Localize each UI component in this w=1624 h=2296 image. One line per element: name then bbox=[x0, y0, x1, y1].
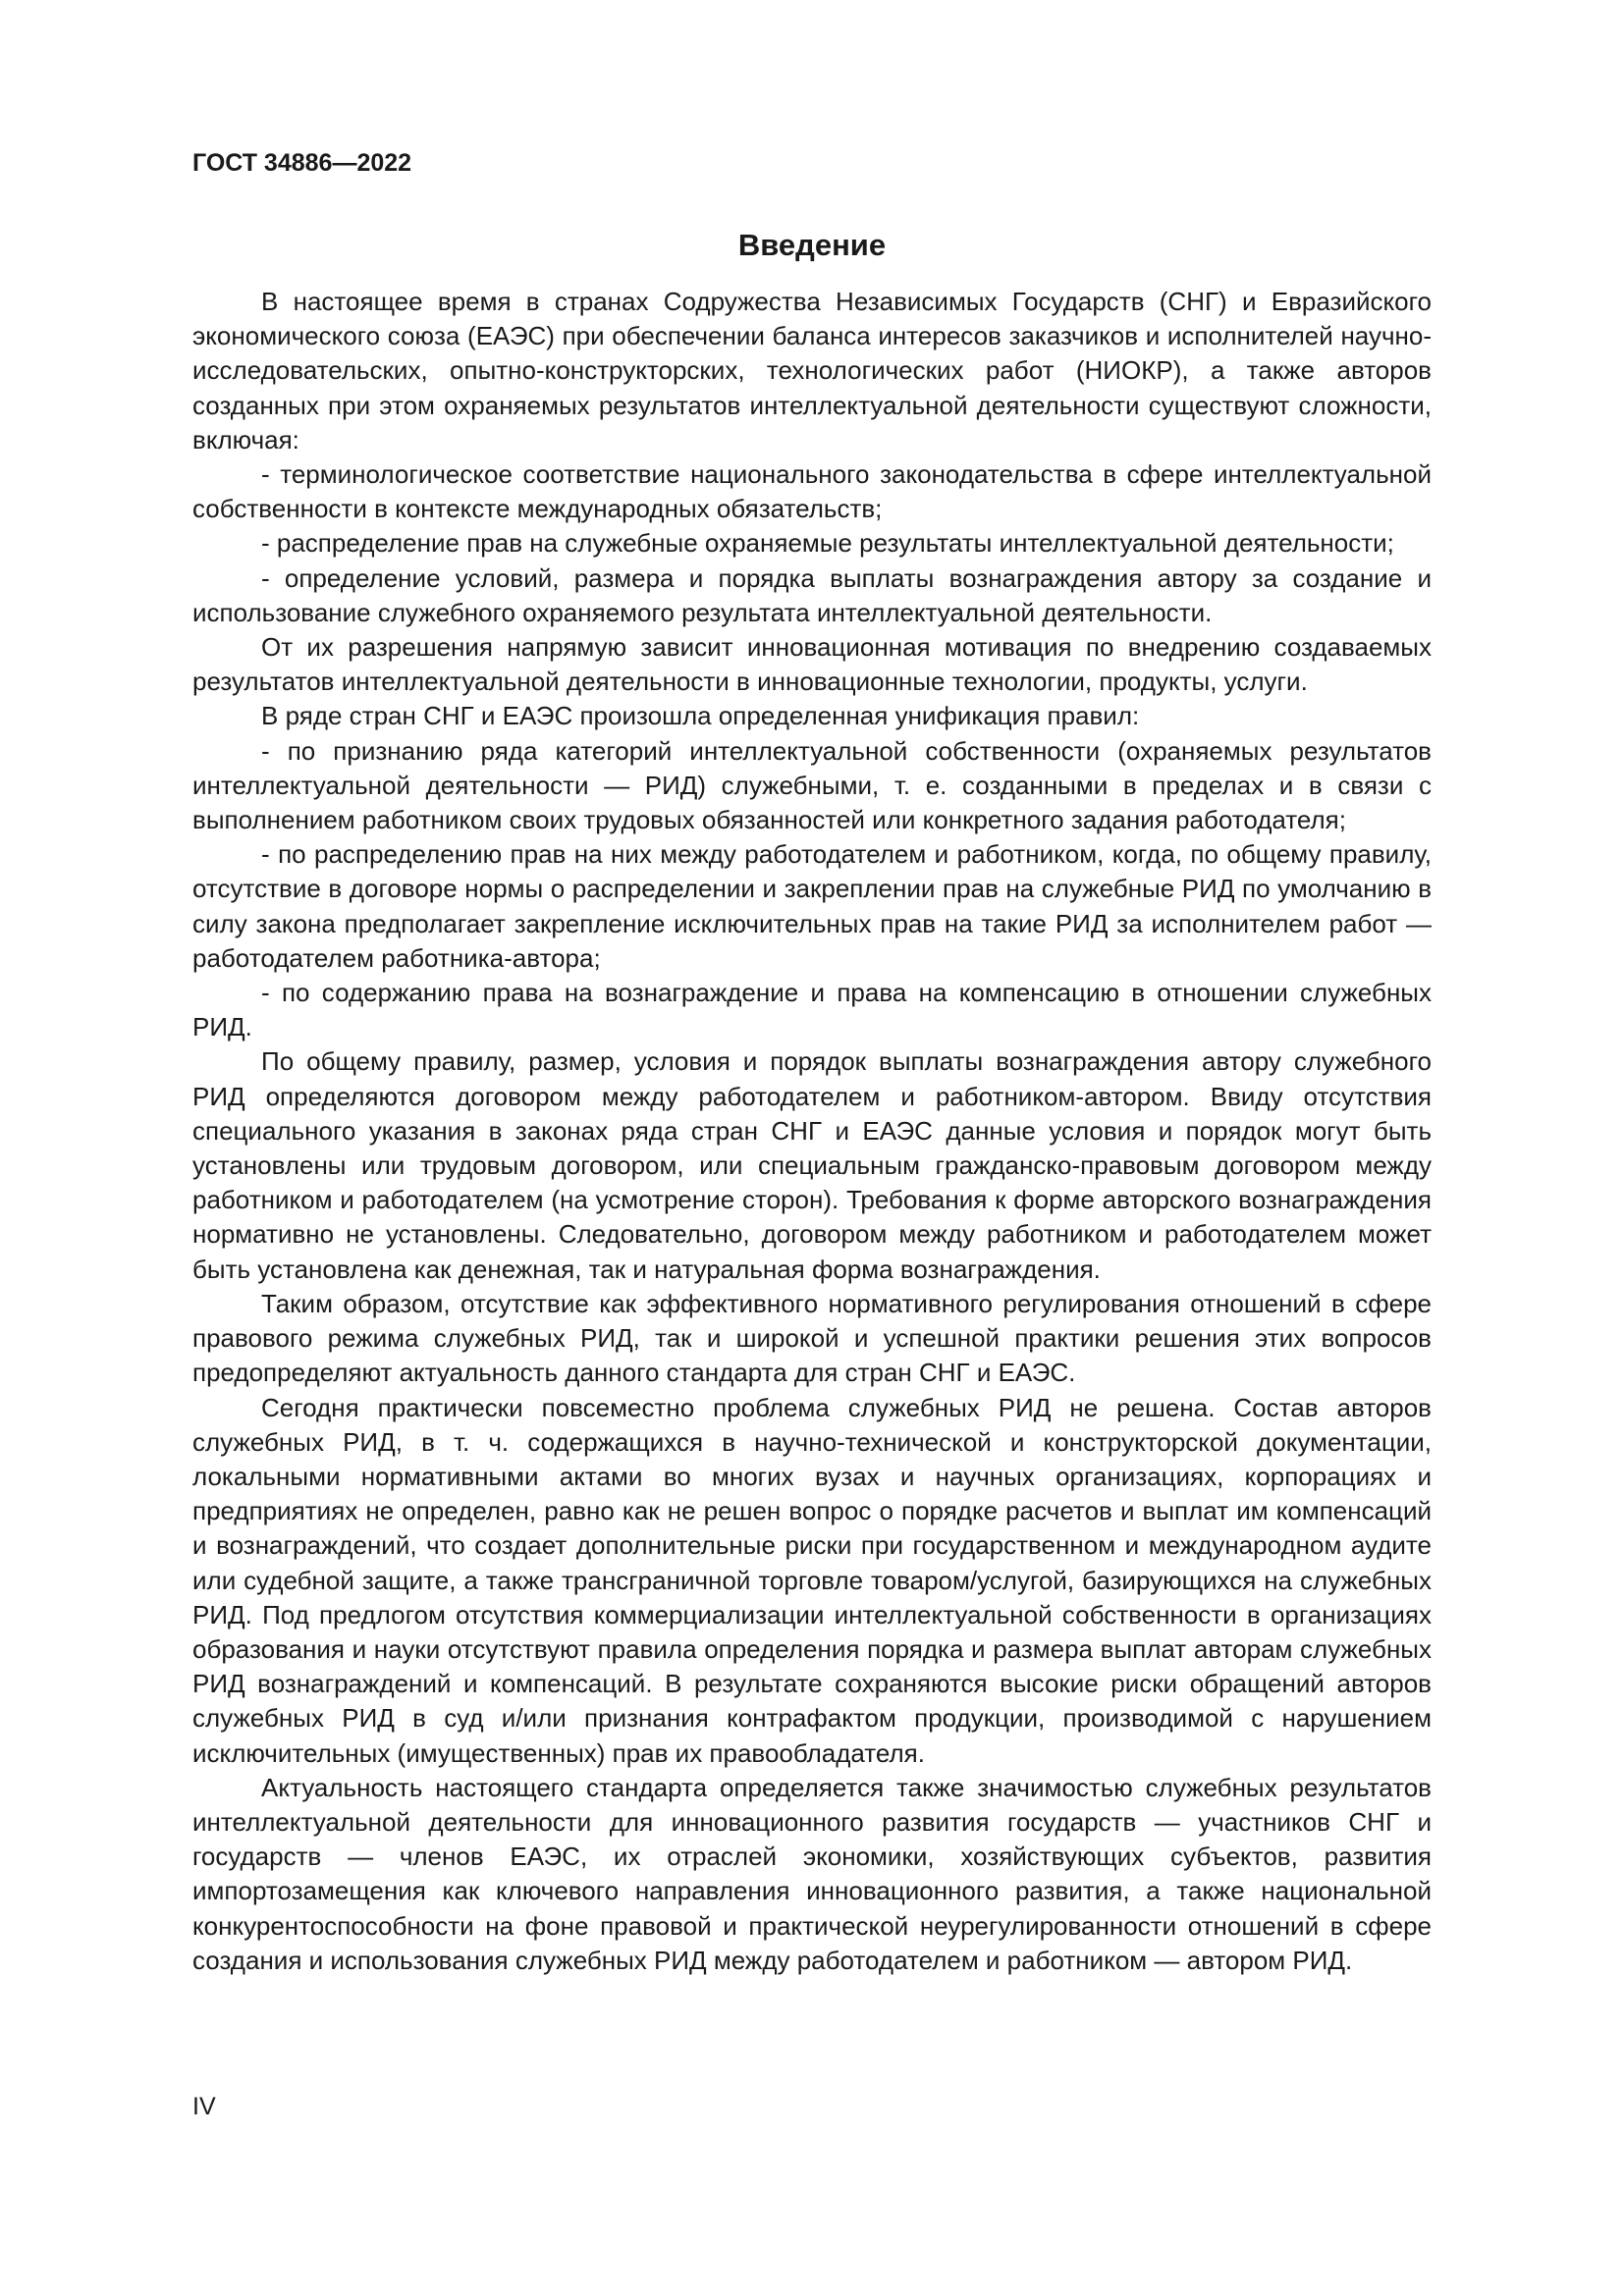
document-body bbox=[192, 285, 1432, 1978]
paragraph: По общему правилу, размер, условия и порядок выплаты вознаграждения автору служебного РИД определяются договором между работодателем и работником-автором. Ввиду отсутствия специального указания в законах ряда стран СНГ и ЕАЭС данные условия и порядок могут быть установлены или трудовым договором, или специальным гражданско-правовым договором между работником и работодателем (на усмотрение сторон). Требования к форме авторского вознаграждения нормативно не установлены. Следовательно, договором между работником и работодателем может быть установлена как денежная, так и натуральная форма вознаграждения. bbox=[192, 1046, 1432, 1284]
page-title: Введение bbox=[737, 228, 887, 262]
paragraph: В настоящее время в странах Содружества Независимых Государств (СНГ) и Евразийского экономического союза (ЕАЭС) при обеспечении баланса интересов заказчиков и исполнителей научно-исследовательских, опытно-конструкторских, технологических работ (НИОКР), а также авторов созданных при этом охраняемых результатов интеллектуальной деятельности существуют сложности, включая: bbox=[192, 287, 1432, 454]
paragraph: Таким образом, отсутствие как эффективного нормативного регулирования отношений в сфере правового режима служебных РИД, так и широкой и успешной практики решения этих вопросов предопределяют актуальность данного стандарта для стран СНГ и ЕАЭС. bbox=[192, 1288, 1432, 1388]
list-item: - определение условий, размера и порядка выплаты вознаграждения автору за создание и использование служебного охраняемого результата интеллектуальной деятельности. bbox=[192, 562, 1432, 627]
list-item: - по признанию ряда категорий интеллектуальной собственности (охраняемых результатов интеллектуальной деятельности — РИД) служебными, т. е. созданными в пределах и в связи с выполнением работником своих трудовых обязанностей или конкретного задания работодателя; bbox=[192, 735, 1432, 835]
list-item: - по содержанию права на вознаграждение и права на компенсацию в отношении служебных РИД. bbox=[192, 978, 1432, 1042]
list-item: - по распределению прав на них между работодателем и работником, когда, по общему правилу, отсутствие в договоре нормы о распределении и закреплении прав на служебные РИД по умолчанию в силу закона предполагает закрепление исключительных прав на такие РИД за исполнителем работ — работодателем работника-автора; bbox=[192, 839, 1432, 973]
paragraph: Актуальность настоящего стандарта определяется также значимостью служебных результатов интеллектуальной деятельности для инновационного развития государств — участников СНГ и государств — членов ЕАЭС, их отраслей экономики, хозяйствующих субъектов, развития импортозамещения как ключевого направления инновационного развития, а также национальной конкурентоспособности на фоне правовой и практической неурегулированности отношений в сфере создания и использования служебных РИД между работодателем и работником — автором РИД. bbox=[192, 1772, 1432, 1975]
paragraph: Сегодня практически повсеместно проблема служебных РИД не решена. Состав авторов служебных РИД, в т. ч. содержащихся в научно-технической и конструкторской документации, локальными нормативными актами во многих вузах и научных организациях, корпорациях и предприятиях не определен, равно как не решен вопрос о порядке расчетов и выплат им компенсаций и вознаграждений, что создает дополнительные риски при государственном и международном аудите или судебной защите, а также трансграничной торговле товаром/услугой, базирующихся на служебных РИД. Под предлогом отсутствия коммерциализации интеллектуальной собственности в организациях образования и науки отсутствуют правила определения порядка и размера выплат авторам служебных РИД вознаграждений и компенсаций. В результате сохраняются высокие риски обращений авторов служебных РИД в суд и/или признания контрафактом продукции, производимой с нарушением исключительных (имущественных) прав их правообладателя. bbox=[192, 1392, 1432, 1768]
paragraph: В ряде стран СНГ и ЕАЭС произошла определенная унификация правил: bbox=[261, 701, 1140, 731]
list-item: - распределение прав на служебные охраняемые результаты интеллектуальной деятельности; bbox=[261, 528, 1394, 559]
list-item: - терминологическое соответствие национального законодательства в сфере интеллектуальной собственности в контексте международных обязательств; bbox=[192, 459, 1432, 524]
paragraph: От их разрешения напрямую зависит инновационная мотивация по внедрению создаваемых результатов интеллектуальной деятельности в инновационные технологии, продукты, услуги. bbox=[192, 632, 1432, 697]
page-number: IV bbox=[192, 2093, 216, 2120]
document-header: ГОСТ 34886—2022 bbox=[192, 149, 412, 177]
